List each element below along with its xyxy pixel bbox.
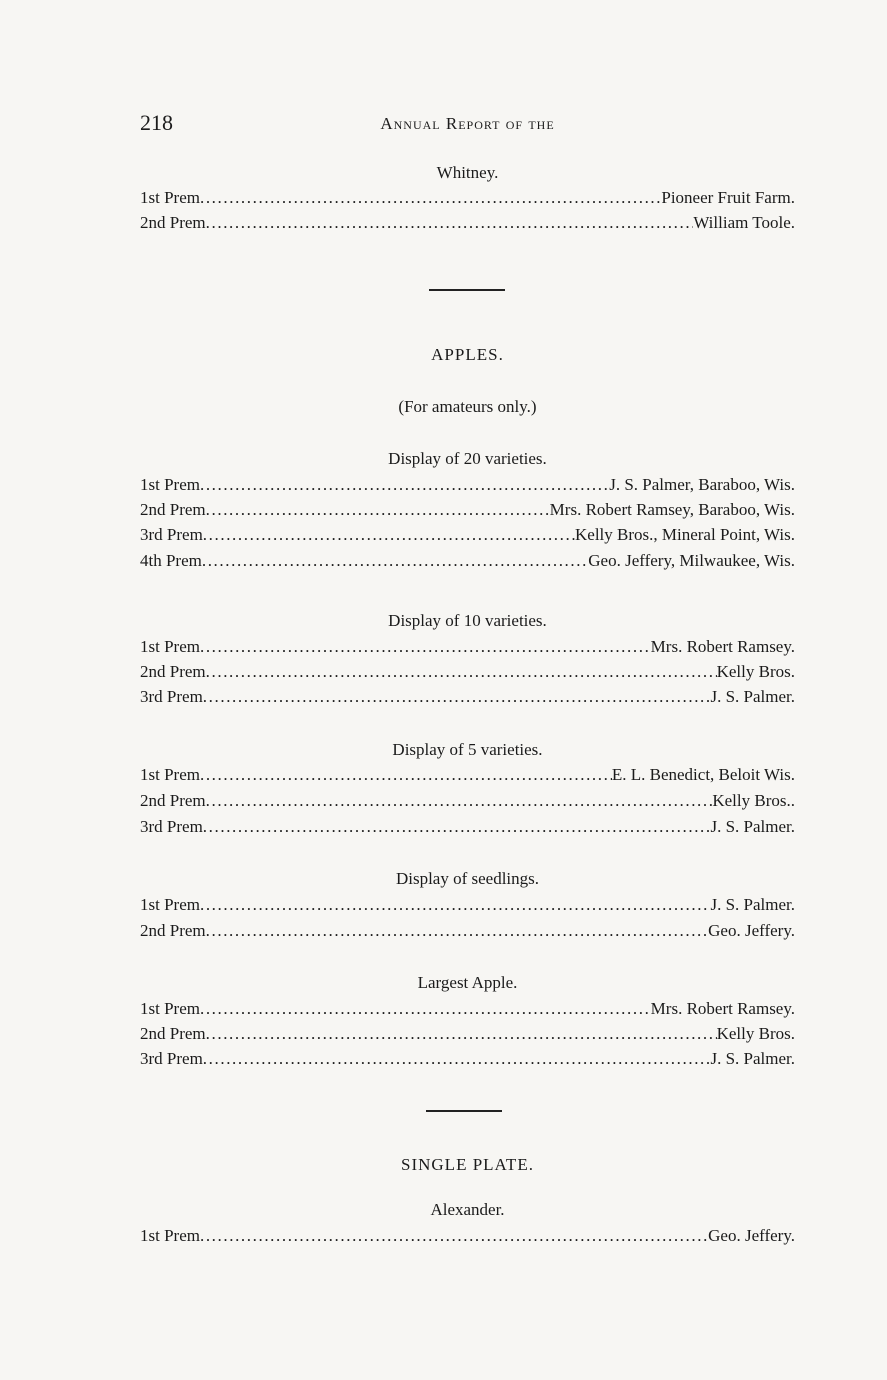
- premium-winner: Pioneer Fruit Farm.: [661, 188, 795, 207]
- apples-title: APPLES.: [431, 345, 504, 364]
- dot-leader: [206, 662, 717, 682]
- premium-entry: [140, 999, 795, 1023]
- premium-entry: [140, 500, 795, 524]
- premium-winner: Mrs. Robert Ramsey, Baraboo, Wis.: [549, 500, 795, 519]
- group-heading: Display of 20 varieties.: [388, 449, 547, 468]
- dot-leader: [203, 817, 711, 837]
- premium-entry: [140, 817, 795, 841]
- dot-leader: [206, 213, 694, 233]
- premium-label: 1st Prem: [140, 765, 200, 784]
- premium-winner: Geo. Jeffery.: [708, 921, 795, 940]
- dot-leader: [200, 1226, 708, 1246]
- premium-winner: William Toole.: [693, 213, 795, 232]
- premium-label: 3rd Prem: [140, 1049, 203, 1068]
- premium-winner: J. S. Palmer.: [710, 817, 795, 836]
- premium-winner: J. S. Palmer.: [710, 1049, 795, 1068]
- premium-winner: Kelly Bros.: [716, 662, 795, 681]
- premium-entry: [140, 188, 795, 212]
- section-divider: [426, 1110, 502, 1112]
- dot-leader: [200, 637, 651, 657]
- premium-label: 1st Prem: [140, 999, 200, 1018]
- dot-leader: [206, 1024, 717, 1044]
- apples-subtitle: (For amateurs only.): [398, 397, 537, 416]
- page-number: 218: [140, 110, 173, 135]
- premium-entry: [140, 1049, 795, 1073]
- premium-winner: J. S. Palmer.: [710, 687, 795, 706]
- premium-winner: J. S. Palmer.: [710, 895, 795, 914]
- premium-label: 2nd Prem: [140, 791, 206, 810]
- group-heading: Display of 10 varieties.: [388, 611, 547, 630]
- dot-leader: [206, 500, 550, 520]
- dot-leader: [200, 475, 609, 495]
- premium-winner: Mrs. Robert Ramsey.: [650, 999, 795, 1018]
- premium-label: 4th Prem: [140, 551, 202, 570]
- group-heading: Largest Apple.: [417, 973, 518, 992]
- dot-leader: [203, 687, 711, 707]
- premium-winner: Mrs. Robert Ramsey.: [650, 637, 795, 656]
- dot-leader: [200, 895, 710, 915]
- dot-leader: [200, 188, 661, 208]
- premium-entry: [140, 687, 795, 711]
- premium-label: 1st Prem: [140, 1226, 200, 1245]
- premium-label: 2nd Prem: [140, 213, 206, 232]
- premium-winner: Kelly Bros..: [712, 791, 795, 810]
- premium-label: 2nd Prem: [140, 500, 206, 519]
- premium-entry: [140, 551, 795, 575]
- premium-entry: [140, 662, 795, 686]
- dot-leader: [203, 1049, 711, 1069]
- premium-entry: [140, 1024, 795, 1048]
- premium-entry: [140, 895, 795, 919]
- premium-winner: J. S. Palmer, Baraboo, Wis.: [609, 475, 795, 494]
- group-heading: Alexander.: [430, 1200, 505, 1219]
- premium-winner: Geo. Jeffery, Milwaukee, Wis.: [588, 551, 795, 570]
- premium-label: 1st Prem: [140, 637, 200, 656]
- premium-winner: Kelly Bros., Mineral Point, Wis.: [575, 525, 795, 544]
- premium-label: 2nd Prem: [140, 921, 206, 940]
- premium-entry: [140, 791, 795, 815]
- page-header: [140, 110, 795, 138]
- dot-leader: [203, 525, 575, 545]
- premium-winner: E. L. Benedict, Beloit Wis.: [611, 765, 795, 784]
- premium-winner: Kelly Bros.: [716, 1024, 795, 1043]
- premium-label: 1st Prem: [140, 188, 200, 207]
- whitney-heading: Whitney.: [436, 163, 499, 182]
- premium-label: 1st Prem: [140, 895, 200, 914]
- premium-label: 3rd Prem: [140, 817, 203, 836]
- premium-entry: [140, 213, 795, 237]
- premium-label: 3rd Prem: [140, 687, 203, 706]
- dot-leader: [202, 551, 588, 571]
- dot-leader: [206, 791, 713, 811]
- premium-label: 3rd Prem: [140, 525, 203, 544]
- dot-leader: [200, 999, 651, 1019]
- dot-leader: [206, 921, 709, 941]
- premium-winner: Geo. Jeffery.: [708, 1226, 795, 1245]
- premium-label: 2nd Prem: [140, 1024, 206, 1043]
- premium-label: 1st Prem: [140, 475, 200, 494]
- section-divider: [429, 289, 505, 291]
- dot-leader: [200, 765, 612, 785]
- single-plate-title: SINGLE PLATE.: [401, 1155, 534, 1174]
- premium-label: 2nd Prem: [140, 662, 206, 681]
- group-heading: Display of seedlings.: [395, 869, 540, 888]
- premium-entry: [140, 525, 795, 549]
- premium-entry: [140, 637, 795, 661]
- premium-entry: [140, 765, 795, 789]
- premium-entry: [140, 1226, 795, 1250]
- group-heading: Display of 5 varieties.: [392, 740, 543, 759]
- premium-entry: [140, 921, 795, 945]
- premium-entry: [140, 475, 795, 499]
- running-head: Annual Report of the: [380, 114, 555, 133]
